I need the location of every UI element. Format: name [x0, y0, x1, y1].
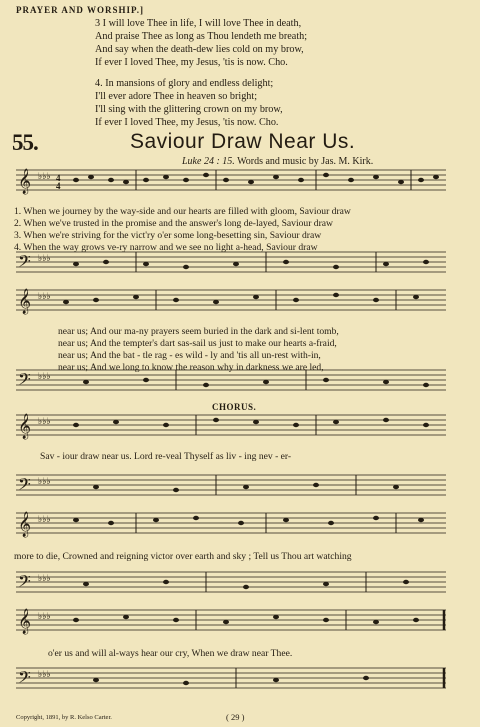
svg-text:𝄢: 𝄢	[18, 669, 31, 691]
svg-text:𝄢: 𝄢	[18, 371, 31, 393]
chorus-lyric-line-1: Sav - iour draw near us. Lord re-veal Thyself as liv - ing nev - er-	[40, 451, 292, 462]
verse-line: 3 I will love Thee in life, I will love Thee in death,	[95, 18, 302, 29]
svg-text:♭♭♭: ♭♭♭	[38, 611, 51, 621]
svg-text:𝄞: 𝄞	[18, 511, 32, 536]
svg-text:𝄢: 𝄢	[18, 573, 31, 595]
verse-line: I'll sing with the glittering crown on my brow,	[95, 104, 283, 115]
lyric-line: 2. When we've trusted in the promise and the answer's long de-layed, Saviour draw	[14, 218, 333, 229]
staff-system-9	[16, 608, 446, 634]
authorship-credit: Words and music by Jas. M. Kirk.	[237, 156, 374, 167]
svg-text:𝄞: 𝄞	[18, 413, 32, 438]
svg-text:4: 4	[56, 173, 61, 183]
verse-line: If ever I loved Thee, my Jesus, 'tis is now. Cho.	[95, 57, 288, 68]
staff-system-1	[16, 168, 446, 194]
staff-system-2	[16, 252, 446, 275]
staff-system-10	[16, 668, 446, 691]
lyric-line: near us; And the tempter's dart sas-sail us just to make our hearts a-fraid,	[58, 338, 337, 349]
svg-text:♭♭♭: ♭♭♭	[38, 514, 51, 524]
lyric-line: near us; And we long to know the reason why in darkness we are led,	[58, 362, 324, 373]
page-number: ( 29 )	[226, 712, 245, 722]
lyric-line: 4. When the way grows ve-ry narrow and we see no light a-head, Saviour draw	[14, 242, 318, 253]
svg-text:𝄞: 𝄞	[18, 608, 32, 633]
svg-text:𝄢: 𝄢	[18, 476, 31, 498]
verse-line: And praise Thee as long as Thou lendeth me breath;	[95, 31, 308, 42]
svg-text:♭♭♭: ♭♭♭	[38, 669, 51, 679]
staff-system-3	[16, 288, 446, 314]
staff-system-8	[16, 572, 446, 595]
svg-text:𝄢: 𝄢	[18, 253, 31, 275]
svg-text:♭♭♭: ♭♭♭	[38, 171, 51, 181]
svg-text:4: 4	[56, 181, 61, 191]
svg-text:𝄞: 𝄞	[18, 168, 32, 193]
verse-line: 4. In mansions of glory and endless delight;	[95, 78, 274, 89]
staff-system-5	[16, 413, 446, 439]
svg-text:♭♭♭: ♭♭♭	[38, 416, 51, 426]
chorus-label: CHORUS.	[212, 402, 257, 412]
hymn-number: 55.	[12, 130, 38, 155]
verse-line: I'll ever adore Thee in heaven so bright;	[95, 91, 258, 102]
lyric-line: 1. When we journey by the way-side and our hearts are filled with gloom, Saviour draw	[14, 206, 351, 217]
hymn-title: Saviour Draw Near Us.	[130, 130, 356, 153]
staff-system-6	[16, 475, 446, 498]
svg-text:♭♭♭: ♭♭♭	[38, 573, 51, 583]
copyright-notice: Copyright, 1891, by R. Kelso Carter.	[16, 714, 112, 721]
lyric-line: 3. When we're striving for the vict'ry o'er some long-besetting sin, Saviour draw	[14, 230, 322, 241]
section-header: PRAYER AND WORSHIP.]	[16, 5, 144, 15]
svg-text:♭♭♭: ♭♭♭	[38, 291, 51, 301]
scripture-reference: Luke 24 : 15.	[182, 156, 235, 167]
svg-text:♭♭♭: ♭♭♭	[38, 371, 51, 381]
verse-line: And say when the death-dew lies cold on my brow,	[95, 44, 304, 55]
staff-system-7	[16, 511, 446, 537]
chorus-lyric-line-2: more to die, Crowned and reigning victor over earth and sky ; Tell us Thou art watching	[14, 551, 352, 562]
svg-text:𝄞: 𝄞	[18, 288, 32, 313]
verse-line: If ever I loved Thee, my Jesus, 'tis now. Cho.	[95, 117, 279, 128]
lyric-line: near us; And the bat - tle rag - es wild - ly and 'tis all un-rest with-in,	[58, 350, 321, 361]
lyric-line: near us; And our ma-ny prayers seem buried in the dark and si-lent tomb,	[58, 326, 339, 337]
chorus-lyric-line-3: o'er us and will al-ways hear our cry, When we draw near Thee.	[48, 648, 293, 659]
svg-text:♭♭♭: ♭♭♭	[38, 253, 51, 263]
staff-system-4	[16, 370, 446, 393]
svg-text:♭♭♭: ♭♭♭	[38, 476, 51, 486]
